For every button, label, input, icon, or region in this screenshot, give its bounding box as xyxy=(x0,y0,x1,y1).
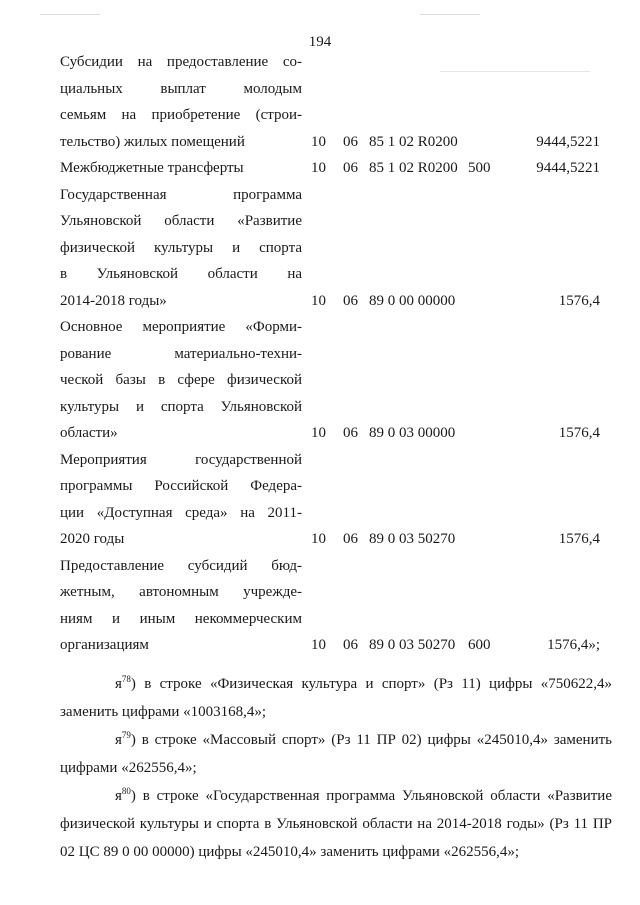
row-name-text: рование материально-техни- xyxy=(60,345,302,362)
amendment-letter: я xyxy=(115,675,122,692)
row-line xyxy=(60,346,620,373)
amendment-number: 80 xyxy=(121,785,131,796)
expense-type-code: 600 xyxy=(468,637,491,653)
row-line xyxy=(60,266,620,293)
target-article-code: 89 0 03 00000 xyxy=(369,425,456,441)
amendment-paragraph xyxy=(60,726,612,782)
row-line xyxy=(60,319,620,346)
row-name-text: культуры и спорта Ульяновской xyxy=(60,398,302,415)
row-name-text: Предоставление субсидий бюд- xyxy=(60,557,302,574)
table-row xyxy=(60,54,620,160)
row-line xyxy=(60,213,620,240)
row-name-text: жетным, автономным учрежде- xyxy=(60,584,302,600)
amendment-text: ) в строке «Государственная программа Ульяновской области «Развитие физической культуры и спорта в Ульяновской области на 2014-2018 годы» (Рз 11 ПР 02 ЦС 89 0 00 00000) цифры «245010,4» заменить цифрами «262556,4»; xyxy=(60,787,612,860)
row-line xyxy=(60,81,620,108)
scan-speck xyxy=(40,14,100,15)
amount: 1576,4 xyxy=(558,531,600,547)
row-line xyxy=(60,531,620,558)
table-row xyxy=(60,319,620,452)
row-line xyxy=(60,611,620,638)
amendments-block xyxy=(60,670,612,866)
subsection-code: 06 xyxy=(343,425,358,441)
amendment-number: 79 xyxy=(121,729,131,740)
row-name-text: Ульяновской области «Развитие xyxy=(60,213,302,229)
row-line xyxy=(60,240,620,267)
target-article-code: 89 0 03 50270 xyxy=(369,637,456,653)
page-number: 194 xyxy=(308,34,332,50)
row-name-text: Субсидии на предоставление со- xyxy=(60,54,302,70)
row-line xyxy=(60,558,620,585)
amendment-text: ) в строке «Физическая культура и спорт» (Рз 11) цифры «750622,4» заменить цифрами «1003168,4»; xyxy=(60,675,612,720)
row-line xyxy=(60,505,620,532)
amendment-text: ) в строке «Массовый спорт» (Рз 11 ПР 02) цифры «245010,4» заменить цифрами «262556,4»; xyxy=(60,731,612,776)
target-article-code: 85 1 02 R0200 xyxy=(369,160,458,176)
amount: 1576,4 xyxy=(558,425,600,441)
section-code: 10 xyxy=(311,160,326,176)
scan-speck xyxy=(420,14,480,15)
row-name-text: области» xyxy=(60,425,118,441)
section-code: 10 xyxy=(311,425,326,441)
row-name-text: Основное мероприятие «Форми- xyxy=(60,319,302,335)
row-name-text: 2014-2018 годы» xyxy=(60,292,167,309)
row-line xyxy=(60,293,620,320)
section-code: 10 xyxy=(311,637,326,653)
table-row xyxy=(60,558,620,664)
row-name-text: ции «Доступная среда» на 2011- xyxy=(60,504,302,521)
row-name-text: Мероприятия государственной xyxy=(60,451,302,468)
row-name-text: тельство) жилых помещений xyxy=(60,133,245,150)
section-code: 10 xyxy=(311,531,326,547)
row-line xyxy=(60,637,620,664)
amount: 9444,5221 xyxy=(536,133,600,150)
table-row xyxy=(60,160,620,187)
row-name-text: организациям xyxy=(60,637,149,653)
table-row xyxy=(60,452,620,558)
subsection-code: 06 xyxy=(343,292,358,309)
amendment-letter: я xyxy=(115,731,122,748)
row-name-text: циальных выплат молодым xyxy=(60,80,302,97)
subsection-code: 06 xyxy=(343,637,358,653)
target-article-code: 85 1 02 R0200 xyxy=(369,133,458,150)
row-line xyxy=(60,160,620,187)
subsection-code: 06 xyxy=(343,133,358,150)
row-line xyxy=(60,134,620,161)
row-name-text: Государственная программа xyxy=(60,186,302,203)
table-row xyxy=(60,187,620,320)
row-line xyxy=(60,478,620,505)
row-name-text: семьям на приобретение (строи- xyxy=(60,107,302,123)
row-name-text: программы Российской Федера- xyxy=(60,478,302,494)
target-article-code: 89 0 00 00000 xyxy=(369,292,456,309)
row-line xyxy=(60,584,620,611)
row-line xyxy=(60,372,620,399)
amendment-paragraph xyxy=(60,670,612,726)
row-line xyxy=(60,399,620,426)
amendment-number: 78 xyxy=(121,673,131,684)
expense-type-code: 500 xyxy=(468,160,491,176)
row-name-text: Межбюджетные трансферты xyxy=(60,160,244,176)
amendment-paragraph xyxy=(60,782,612,866)
amendment-letter: я xyxy=(115,787,122,804)
section-code: 10 xyxy=(311,292,326,309)
row-line xyxy=(60,107,620,134)
scan-speck xyxy=(440,71,590,72)
target-article-code: 89 0 03 50270 xyxy=(369,531,456,547)
row-name-text: в Ульяновской области на xyxy=(60,266,302,282)
row-name-text: физической культуры и спорта xyxy=(60,239,302,256)
amount: 1576,4»; xyxy=(547,637,600,653)
row-line xyxy=(60,54,620,81)
subsection-code: 06 xyxy=(343,160,358,176)
row-name-text: ческой базы в сфере физической xyxy=(60,372,302,388)
subsection-code: 06 xyxy=(343,531,358,547)
row-line xyxy=(60,452,620,479)
section-code: 10 xyxy=(311,133,326,150)
row-line xyxy=(60,425,620,452)
amount: 1576,4 xyxy=(558,292,600,309)
row-line xyxy=(60,187,620,214)
row-name-text: ниям и иным некоммерческим xyxy=(60,610,302,627)
row-name-text: 2020 годы xyxy=(60,531,125,547)
amount: 9444,5221 xyxy=(536,160,600,176)
